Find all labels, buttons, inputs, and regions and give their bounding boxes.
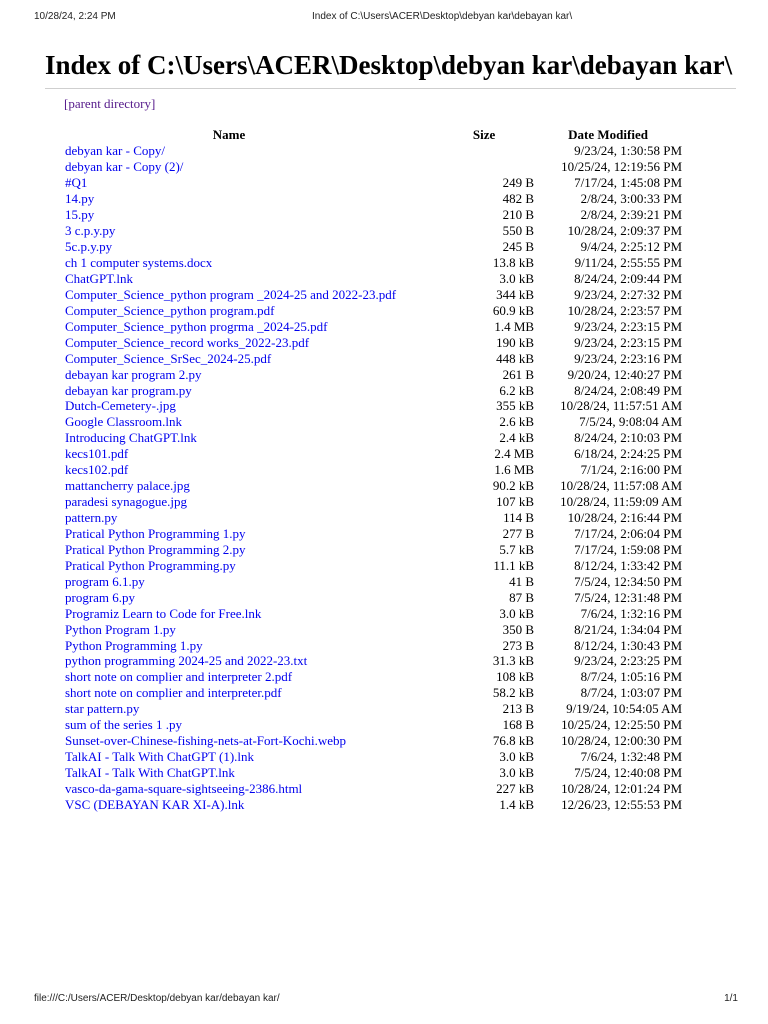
table-row <box>62 478 682 494</box>
file-link[interactable]: Programiz Learn to Code for Free.lnk <box>65 605 262 621</box>
file-date-modified: 8/7/24, 1:03:07 PM <box>580 685 683 701</box>
file-name-cell <box>62 255 396 271</box>
file-name-cell <box>62 621 396 637</box>
file-link[interactable]: vasco-da-gama-square-sightseeing-2386.html <box>65 780 303 796</box>
file-link[interactable]: Pratical Python Programming 2.py <box>65 541 246 557</box>
file-name-cell <box>62 366 396 382</box>
file-link[interactable]: Introducing ChatGPT.lnk <box>65 430 197 446</box>
file-name-cell <box>62 573 396 589</box>
file-listing-table <box>62 126 682 812</box>
file-date-modified: 10/28/24, 2:16:44 PM <box>567 510 683 526</box>
table-row <box>62 398 682 414</box>
table-row <box>62 494 682 510</box>
file-date-modified: 12/26/23, 12:55:53 PM <box>561 796 683 812</box>
table-row <box>62 589 682 605</box>
file-name-cell <box>62 286 396 302</box>
file-size: 108 kB <box>496 669 535 685</box>
file-size: 90.2 kB <box>492 478 535 494</box>
table-row <box>62 685 682 701</box>
file-name-cell <box>62 589 396 605</box>
file-link[interactable]: TalkAI - Talk With ChatGPT.lnk <box>65 765 235 781</box>
file-date-modified: 2/8/24, 3:00:33 PM <box>580 191 683 207</box>
file-size: 550 B <box>502 223 535 239</box>
file-name-cell <box>62 510 396 526</box>
file-name-cell <box>62 398 396 414</box>
file-link[interactable]: debyan kar - Copy (2)/ <box>65 159 184 175</box>
table-row <box>62 302 682 318</box>
file-name-cell <box>62 350 396 366</box>
file-link[interactable]: debyan kar - Copy/ <box>65 143 166 159</box>
file-size: 2.4 kB <box>499 430 535 446</box>
file-size: 1.6 MB <box>494 462 535 478</box>
file-size: 273 B <box>502 637 535 653</box>
file-date-modified: 9/23/24, 1:30:58 PM <box>574 143 683 159</box>
file-name-cell <box>62 334 396 350</box>
file-link[interactable]: 5c.p.y.py <box>65 239 113 255</box>
table-row <box>62 175 682 191</box>
file-date-modified: 10/28/24, 11:59:09 AM <box>560 494 683 510</box>
file-link[interactable]: 14.py <box>65 191 95 207</box>
table-row <box>62 669 682 685</box>
file-date-modified: 9/20/24, 12:40:27 PM <box>567 366 683 382</box>
file-name-cell <box>62 302 396 318</box>
file-size: 344 kB <box>496 286 535 302</box>
print-page-number: 1/1 <box>724 993 738 1004</box>
file-date-modified: 6/18/24, 2:24:25 PM <box>574 446 683 462</box>
file-link[interactable]: 3 c.p.y.py <box>65 223 116 239</box>
file-name-cell <box>62 765 396 781</box>
file-link[interactable]: Dutch-Cemetery-.jpg <box>65 398 176 414</box>
file-size: 107 kB <box>496 494 535 510</box>
file-link[interactable]: debayan kar program.py <box>65 382 192 398</box>
table-row <box>62 159 682 175</box>
table-row <box>62 621 682 637</box>
table-row <box>62 526 682 542</box>
file-link[interactable]: sum of the series 1 .py <box>65 717 182 733</box>
file-name-cell <box>62 749 396 765</box>
file-date-modified: 10/28/24, 11:57:08 AM <box>560 478 683 494</box>
file-size: 13.8 kB <box>492 255 535 271</box>
table-row <box>62 796 682 812</box>
file-size: 355 kB <box>496 398 535 414</box>
file-date-modified: 9/23/24, 2:23:15 PM <box>574 318 683 334</box>
file-name-cell <box>62 382 396 398</box>
file-size: 448 kB <box>496 350 535 366</box>
file-name-cell <box>62 557 396 573</box>
file-date-modified: 9/11/24, 2:55:55 PM <box>574 255 683 271</box>
file-name-cell <box>62 653 396 669</box>
file-link[interactable]: star pattern.py <box>65 701 140 717</box>
file-size: 168 B <box>502 717 535 733</box>
file-size: 245 B <box>502 239 535 255</box>
file-link[interactable]: program 6.1.py <box>65 573 145 589</box>
file-name-cell <box>62 796 396 812</box>
table-row <box>62 557 682 573</box>
table-row <box>62 637 682 653</box>
file-link[interactable]: Computer_Science_record works_2022-23.pdf <box>65 334 310 350</box>
file-date-modified: 9/23/24, 2:23:16 PM <box>574 350 683 366</box>
file-name-cell <box>62 223 396 239</box>
file-date-modified: 8/24/24, 2:10:03 PM <box>574 430 683 446</box>
file-name-cell <box>62 637 396 653</box>
file-date-modified: 7/5/24, 9:08:04 AM <box>579 414 683 430</box>
file-link[interactable]: Computer_Science_SrSec_2024-25.pdf <box>65 350 272 366</box>
file-date-modified: 8/7/24, 1:05:16 PM <box>580 669 683 685</box>
file-link[interactable]: Computer_Science_python progrma _2024-25.pdf <box>65 318 328 334</box>
table-row <box>62 286 682 302</box>
file-date-modified: 9/4/24, 2:25:12 PM <box>580 239 683 255</box>
table-row <box>62 749 682 765</box>
table-row <box>62 414 682 430</box>
file-size: 1.4 kB <box>499 796 535 812</box>
table-row <box>62 366 682 382</box>
file-link[interactable]: python programming 2024-25 and 2022-23.txt <box>65 653 308 669</box>
file-name-cell <box>62 701 396 717</box>
column-header-date[interactable]: Date Modified <box>568 127 648 142</box>
file-size <box>396 159 534 175</box>
file-name-cell <box>62 271 396 287</box>
table-row <box>62 541 682 557</box>
file-date-modified: 7/5/24, 12:31:48 PM <box>574 589 683 605</box>
file-size: 482 B <box>502 191 535 207</box>
title-divider <box>45 88 736 89</box>
column-header-name[interactable]: Name <box>212 127 246 142</box>
table-row <box>62 573 682 589</box>
table-row <box>62 733 682 749</box>
file-size: 11.1 kB <box>493 557 535 573</box>
file-link[interactable]: Pratical Python Programming.py <box>65 557 236 573</box>
file-size: 213 B <box>502 701 535 717</box>
file-date-modified: 7/17/24, 1:45:08 PM <box>574 175 683 191</box>
file-link[interactable]: Python Programming 1.py <box>65 637 203 653</box>
file-link[interactable]: kecs101.pdf <box>65 446 129 462</box>
print-footer <box>0 993 768 1007</box>
file-name-cell <box>62 733 396 749</box>
file-link[interactable]: Computer_Science_python program.pdf <box>65 302 275 318</box>
column-header-size[interactable]: Size <box>472 127 496 142</box>
table-row <box>62 765 682 781</box>
file-date-modified: 10/28/24, 12:00:30 PM <box>561 733 683 749</box>
table-row <box>62 223 682 239</box>
file-date-modified: 10/28/24, 11:57:51 AM <box>560 398 683 414</box>
file-size: 114 B <box>503 510 535 526</box>
file-date-modified: 2/8/24, 2:39:21 PM <box>580 207 683 223</box>
file-size: 5.7 kB <box>499 541 535 557</box>
page-title: Index of C:\Users\ACER\Desktop\debyan kar\debayan kar\ <box>45 50 733 80</box>
file-link[interactable]: TalkAI - Talk With ChatGPT (1).lnk <box>65 749 255 765</box>
table-row <box>62 382 682 398</box>
file-link[interactable]: VSC (DEBAYAN KAR XI-A).lnk <box>65 796 245 812</box>
file-link[interactable]: Python Program 1.py <box>65 621 176 637</box>
file-name-cell <box>62 430 396 446</box>
file-name-cell <box>62 781 396 797</box>
file-link[interactable]: ch 1 computer systems.docx <box>65 255 213 271</box>
file-date-modified: 8/12/24, 1:33:42 PM <box>574 557 683 573</box>
file-name-cell <box>62 685 396 701</box>
file-date-modified: 8/24/24, 2:08:49 PM <box>574 382 683 398</box>
file-size: 3.0 kB <box>499 605 535 621</box>
file-link[interactable]: pattern.py <box>65 510 118 526</box>
file-size: 76.8 kB <box>492 733 535 749</box>
file-size: 210 B <box>502 207 535 223</box>
file-date-modified: 9/23/24, 2:23:25 PM <box>574 653 683 669</box>
file-name-cell <box>62 143 396 159</box>
file-size: 31.3 kB <box>492 653 535 669</box>
print-datetime: 10/28/24, 2:24 PM <box>34 11 116 22</box>
file-name-cell <box>62 191 396 207</box>
table-row <box>62 430 682 446</box>
file-size: 3.0 kB <box>499 749 535 765</box>
table-row <box>62 334 682 350</box>
table-row <box>62 781 682 797</box>
table-row <box>62 271 682 287</box>
file-link[interactable]: #Q1 <box>65 175 88 191</box>
file-date-modified: 10/28/24, 12:01:24 PM <box>561 780 683 796</box>
table-row <box>62 239 682 255</box>
table-row <box>62 653 682 669</box>
file-date-modified: 7/17/24, 1:59:08 PM <box>574 541 683 557</box>
file-listing-body <box>62 143 682 812</box>
file-date-modified: 10/25/24, 12:25:50 PM <box>561 717 683 733</box>
file-size: 3.0 kB <box>499 270 535 286</box>
file-link[interactable]: short note on complier and interpreter 2.pdf <box>65 669 293 685</box>
file-size: 190 kB <box>496 334 535 350</box>
file-size: 3.0 kB <box>499 765 535 781</box>
file-name-cell <box>62 541 396 557</box>
file-date-modified: 8/24/24, 2:09:44 PM <box>574 270 683 286</box>
file-name-cell <box>62 717 396 733</box>
file-size: 87 B <box>509 589 535 605</box>
file-name-cell <box>62 462 396 478</box>
table-row <box>62 207 682 223</box>
print-page-title: Index of C:\Users\ACER\Desktop\debyan kar\debayan kar\ <box>312 11 573 22</box>
file-size: 249 B <box>502 175 535 191</box>
file-date-modified: 10/28/24, 2:23:57 PM <box>567 302 683 318</box>
file-link[interactable]: short note on complier and interpreter.pdf <box>65 685 282 701</box>
file-date-modified: 9/23/24, 2:27:32 PM <box>574 286 683 302</box>
file-link[interactable]: mattancherry palace.jpg <box>65 478 190 494</box>
table-row <box>62 717 682 733</box>
file-link[interactable]: Pratical Python Programming 1.py <box>65 525 246 541</box>
table-row <box>62 318 682 334</box>
table-row <box>62 605 682 621</box>
file-date-modified: 7/5/24, 12:34:50 PM <box>574 573 683 589</box>
file-date-modified: 9/23/24, 2:23:15 PM <box>574 334 683 350</box>
file-size: 227 kB <box>496 780 535 796</box>
file-date-modified: 8/21/24, 1:34:04 PM <box>574 621 683 637</box>
file-name-cell <box>62 526 396 542</box>
file-date-modified: 10/25/24, 12:19:56 PM <box>561 159 683 175</box>
file-date-modified: 7/6/24, 1:32:16 PM <box>580 605 683 621</box>
file-date-modified: 9/19/24, 10:54:05 AM <box>566 701 683 717</box>
file-name-cell <box>62 478 396 494</box>
table-row <box>62 701 682 717</box>
table-header-row <box>62 126 682 143</box>
file-size: 2.4 MB <box>494 446 535 462</box>
file-link[interactable]: 15.py <box>65 207 95 223</box>
print-header <box>0 11 768 25</box>
file-name-cell <box>62 207 396 223</box>
file-link[interactable]: ChatGPT.lnk <box>65 270 134 286</box>
file-name-cell <box>62 159 396 175</box>
file-date-modified: 7/1/24, 2:16:00 PM <box>580 462 683 478</box>
file-date-modified: 8/12/24, 1:30:43 PM <box>574 637 683 653</box>
file-name-cell <box>62 669 396 685</box>
file-size: 58.2 kB <box>492 685 535 701</box>
file-name-cell <box>62 605 396 621</box>
file-size: 6.2 kB <box>499 382 535 398</box>
file-link[interactable]: program 6.py <box>65 589 136 605</box>
table-row <box>62 350 682 366</box>
file-name-cell <box>62 239 396 255</box>
file-size: 261 B <box>502 366 535 382</box>
table-row <box>62 510 682 526</box>
file-link[interactable]: Sunset-over-Chinese-fishing-nets-at-Fort-Kochi.webp <box>65 733 346 749</box>
file-size: 2.6 kB <box>499 414 535 430</box>
file-link[interactable]: Computer_Science_python program _2024-25 and 2022-23.pdf <box>65 286 397 302</box>
file-size: 350 B <box>502 621 535 637</box>
file-date-modified: 10/28/24, 2:09:37 PM <box>567 223 683 239</box>
file-date-modified: 7/17/24, 2:06:04 PM <box>574 525 683 541</box>
file-name-cell <box>62 175 396 191</box>
file-name-cell <box>62 318 396 334</box>
table-row <box>62 191 682 207</box>
file-size <box>396 143 534 159</box>
table-row <box>62 143 682 159</box>
file-link[interactable]: kecs102.pdf <box>65 462 129 478</box>
file-size: 60.9 kB <box>492 302 535 318</box>
table-row <box>62 255 682 271</box>
file-name-cell <box>62 414 396 430</box>
file-size: 41 B <box>509 573 535 589</box>
file-link[interactable]: Google Classroom.lnk <box>65 414 182 430</box>
file-date-modified: 7/6/24, 1:32:48 PM <box>580 749 683 765</box>
file-name-cell <box>62 494 396 510</box>
file-size: 277 B <box>502 525 535 541</box>
parent-directory-link[interactable]: [parent directory] <box>64 96 156 111</box>
file-name-cell <box>62 446 396 462</box>
print-file-url: file:///C:/Users/ACER/Desktop/debyan kar/debayan kar/ <box>34 993 280 1004</box>
table-row <box>62 446 682 462</box>
file-size: 1.4 MB <box>494 318 535 334</box>
file-link[interactable]: paradesi synagogue.jpg <box>65 494 188 510</box>
file-date-modified: 7/5/24, 12:40:08 PM <box>574 765 683 781</box>
table-row <box>62 462 682 478</box>
file-link[interactable]: debayan kar program 2.py <box>65 366 202 382</box>
